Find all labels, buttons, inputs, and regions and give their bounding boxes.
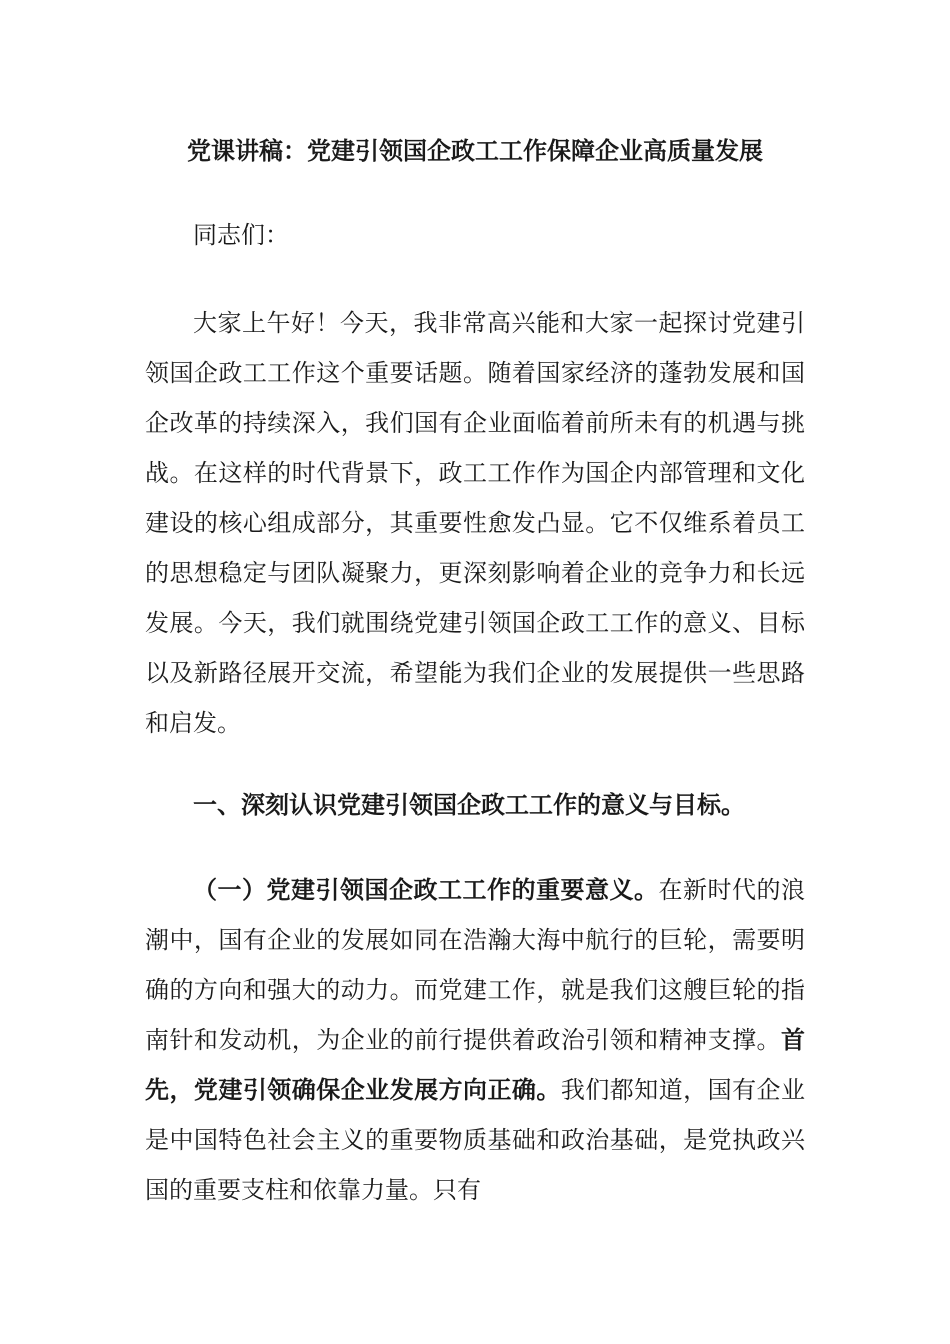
paragraph-text-a: 在新时代的浪潮中，国有企业的发展如同在浩瀚大海中航行的巨轮，需要明确的方向和强大的动力。而党建工作，就是我们这艘巨轮的指南针和发动机，为企业的前行提供着政治引领和精神支撑。 [145, 876, 805, 1054]
paragraph-intro: 大家上午好！今天，我非常高兴能和大家一起探讨党建引领国企政工工作这个重要话题。随着国家经济的蓬勃发展和国企改革的持续深入，我们国有企业面临着前所未有的机遇与挑战。在这样的时代背景下，政工工作作为国企内部管理和文化建设的核心组成部分，其重要性愈发凸显。它不仅维系着员工的思想稳定与团队凝聚力，更深刻影响着企业的竞争力和长远发展。今天，我们就围绕党建引领国企政工工作的意义、目标以及新路径展开交流，希望能为我们企业的发展提供一些思路和启发。 [145, 309, 805, 737]
section-heading-1: 一、深刻认识党建引领国企政工工作的意义与目标。 [193, 791, 745, 819]
document-title: 党课讲稿：党建引领国企政工工作保障企业高质量发展 [187, 137, 763, 165]
greeting: 同志们： [193, 221, 289, 249]
paragraph-text-b: 我们都知道，国有企业是中国特色社会主义的重要物质基础和政治基础，是党执政兴国的重要支柱和依靠力量。只有 [145, 1076, 806, 1204]
paragraph-significance [145, 865, 805, 1215]
inline-bold-point: 首先，党建引领确保企业发展方向正确。 [145, 1026, 805, 1104]
subsection-heading-1: （一）党建引领国企政工工作的重要意义。 [193, 876, 659, 904]
